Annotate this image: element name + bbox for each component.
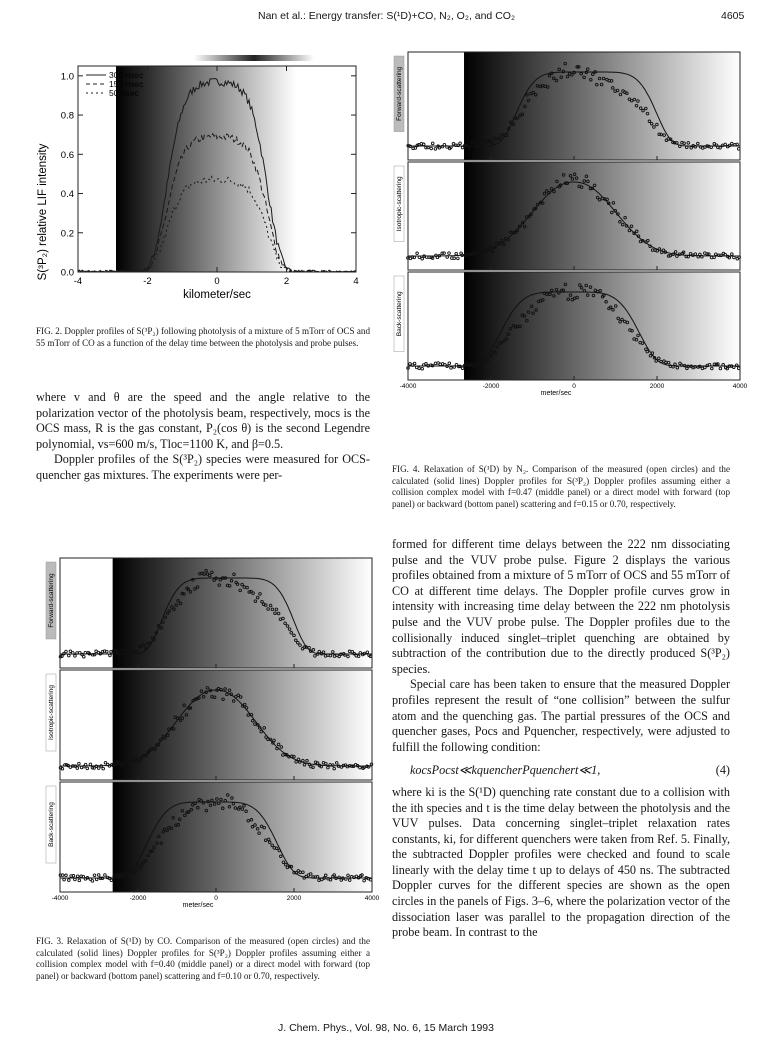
data-point [104, 874, 107, 877]
data-point [459, 142, 462, 145]
data-point [63, 878, 66, 881]
data-point [86, 767, 89, 770]
data-point [84, 651, 87, 654]
data-point [414, 147, 417, 150]
data-point [443, 143, 446, 146]
running-title: Nan et al.: Energy transfer: S(¹D)+CO, N₂, O₂, and CO₂ [258, 10, 516, 22]
data-point [78, 879, 81, 882]
xtick-label: -4000 [51, 895, 69, 902]
xaxis-label: meter/sec [540, 390, 572, 397]
xtick-label: 2000 [286, 895, 302, 902]
fig4-chart [382, 48, 748, 420]
panel-label: Back-scattering [396, 291, 403, 337]
panel-label: Isotropic-scattering [396, 176, 403, 232]
data-point [427, 146, 430, 149]
fig2-xtick-label: -4 [73, 276, 83, 287]
equation-text: kocsPocst≪kquencherPquenchert≪1, [410, 763, 601, 778]
page-number: 4605 [721, 10, 745, 22]
data-point [109, 654, 112, 657]
panel-label: Forward-scattering [396, 66, 403, 121]
panel-label: Forward-scattering [48, 573, 55, 628]
data-point [93, 653, 96, 656]
data-point [110, 879, 113, 882]
data-point [446, 256, 449, 259]
data-point [76, 652, 79, 655]
right-para-3: where ki is the S(¹D) quenching rate constant due to a collision with the ith species and t is the time delay between the photolysis and the VUV pulses. Data concerning singlet–triplet relaxation rates constants, ki, for different quenchers were taken from Ref. 5. Finally, the subtracted Doppler profiles were checked and found to scale linearly with the delay time t up to delays of 450 ns. The subtracted Doppler curves for the different species are shown as the open circles in the panels of Figs. 3–6, where the polarization vector of the dissociation laser was parallel to the propagation direction of the probe beam. In contrast to the [392, 784, 730, 940]
fig2-caption: FIG. 2. Doppler profiles of S(³P₂) following photolysis of a mixture of 5 mTorr of OCS and 55 mTorr of CO as a function of the delay time between the photolysis and probe pulses. [36, 326, 370, 348]
xtick-label: 2000 [649, 383, 665, 390]
fig2-ytick-label: 0.0 [60, 267, 74, 279]
data-point [72, 652, 75, 655]
equation-number: (4) [715, 763, 730, 778]
fig2-top-shading [194, 55, 314, 61]
data-point [461, 367, 464, 370]
data-point [431, 142, 434, 145]
data-point [68, 879, 71, 882]
data-point [72, 875, 75, 878]
data-point [418, 256, 421, 259]
fig2-xtick-label: 0 [214, 276, 220, 287]
data-point [455, 252, 458, 255]
right-column-text [392, 537, 730, 941]
data-point [84, 763, 87, 766]
left-para-2: Doppler profiles of the S(³P₂) species were measured for OCS-quencher gas mixtures. The experiments were per- [36, 452, 370, 482]
fig2-ylabel: S(³P₂) relative LIF intensity [37, 143, 49, 281]
data-point [61, 874, 64, 877]
data-point [74, 655, 77, 658]
xtick-label: 0 [572, 383, 576, 390]
data-point [78, 762, 81, 765]
data-point [422, 143, 425, 146]
data-point [425, 363, 428, 366]
data-point [430, 147, 433, 150]
xtick-label: 0 [214, 895, 218, 902]
data-point [95, 878, 98, 881]
panel-label: Isotropic-scattering [48, 685, 55, 740]
data-point [91, 880, 94, 883]
fig2-legend [86, 70, 144, 98]
equation-4 [392, 763, 730, 779]
data-point [83, 655, 86, 658]
data-point [76, 767, 79, 770]
data-point [89, 763, 92, 766]
data-point [418, 367, 421, 370]
xtick-label: 4000 [732, 383, 748, 390]
data-point [413, 362, 416, 365]
data-point [457, 257, 460, 260]
panel-label: Back-scattering [48, 802, 55, 847]
fig3-caption: FIG. 3. Relaxation of S(¹D) by CO. Comparison of the measured (open circles) and the calculated (solid lines) Doppler profiles for S(³P₂) Doppler profiles assuming either a collision complex model with f=0.40 (middle panel) or a direct model with forward (top panel) or backward (bottom panel) scattering and f=0.10 or 0.70, respectively. [36, 936, 370, 981]
panel-shading [113, 558, 372, 668]
data-point [453, 257, 456, 260]
right-para-2: Special care has been taken to ensure that the measured Doppler profiles represent the result of “one collision” between the sulfur atom and the quenching gas. The partial pressures of the OCS and quencher gases, Pocs and Pquencher, respectively, were adjusted to fulfill the following condition: [392, 677, 730, 754]
data-point [106, 650, 109, 653]
fig2-ytick-label: 0.2 [60, 228, 74, 240]
data-point [102, 767, 105, 770]
data-point [413, 256, 416, 259]
data-point [448, 252, 451, 255]
fig2-xtick-label: 4 [353, 276, 359, 287]
data-point [421, 257, 424, 260]
data-point [434, 148, 437, 151]
left-para-1: where v and θ are the speed and the angle relative to the polarization vector of the photolysis beam, respectively, mocs is the OCS mass, R is the gas constant, P₂(cos θ) is the second Legendre polynomial, vs=600 m/s, Tloc=1100 K, and β=0.5. [36, 390, 370, 451]
data-point [416, 252, 419, 255]
data-point [65, 650, 68, 653]
data-point [68, 654, 71, 657]
data-point [448, 362, 451, 365]
fig4-caption: FIG. 4. Relaxation of S(¹D) by N₂. Comparison of the measured (open circles) and the calculated (solid lines) Doppler profiles for S(³P₂) Doppler profiles assuming either a collision complex model with f=0.47 (middle panel) or a direct model with forward (top panel) or backward (bottom panel) scattering and f=0.15 or 0.70, respectively. [392, 464, 730, 509]
journal-footer: J. Chem. Phys., Vol. 98, No. 6, 15 March 1993 [278, 1022, 494, 1034]
xtick-label: -4000 [399, 383, 417, 390]
fig2-legend-300: 300 nsec [109, 70, 144, 80]
right-para-1: formed for different time delays between the 222 nm dissociating pulse and the VUV probe pulse. Figure 2 displays the various profiles obtained from a mixture of 5 mTorr of OCS and 55 mTorr of CO at different time delays. The Doppler profile curves grow in intensity with increasing time delay between the 222 nm photolysis pulse and the VUV probe pulse. The Doppler profiles due to the collisionally induced singlet–triplet quenching are obtained by subtraction of the contribution due to the directly produced S(³P₂) species. [392, 537, 730, 676]
fig2-legend-50: 50 nsec [109, 88, 139, 98]
xtick-label: -2000 [129, 895, 147, 902]
data-point [443, 252, 446, 255]
data-point [65, 874, 68, 877]
data-point [446, 146, 449, 149]
data-point [450, 367, 453, 370]
fig2-legend-150: 150 nsec [109, 79, 144, 89]
data-point [74, 878, 77, 881]
panel-shading [464, 272, 740, 380]
xaxis-label: meter/sec [182, 902, 214, 909]
data-point [438, 146, 441, 149]
data-point [97, 874, 100, 877]
fig3-chart [34, 556, 380, 924]
left-column-text [36, 390, 370, 484]
data-point [450, 146, 453, 149]
fig2-ytick-label: 0.6 [60, 149, 74, 161]
data-point [61, 767, 64, 770]
data-point [82, 875, 85, 878]
fig2-ytick-label: 0.4 [60, 189, 74, 201]
fig2-chart [34, 52, 376, 302]
fig2-xlabel: kilometer/sec [183, 289, 251, 301]
xtick-label: -2000 [482, 383, 500, 390]
data-point [93, 874, 96, 877]
fig2-ytick-label: 1.0 [60, 71, 74, 83]
data-point [421, 367, 424, 370]
fig2-shading [116, 66, 296, 272]
data-point [453, 366, 456, 369]
data-point [97, 767, 100, 770]
xtick-label: 4000 [364, 895, 380, 902]
fig2-xtick-label: -2 [143, 276, 152, 287]
fig2-ytick-label: 0.8 [60, 110, 74, 122]
data-point [76, 875, 79, 878]
fig2-xtick-label: 2 [283, 276, 290, 287]
